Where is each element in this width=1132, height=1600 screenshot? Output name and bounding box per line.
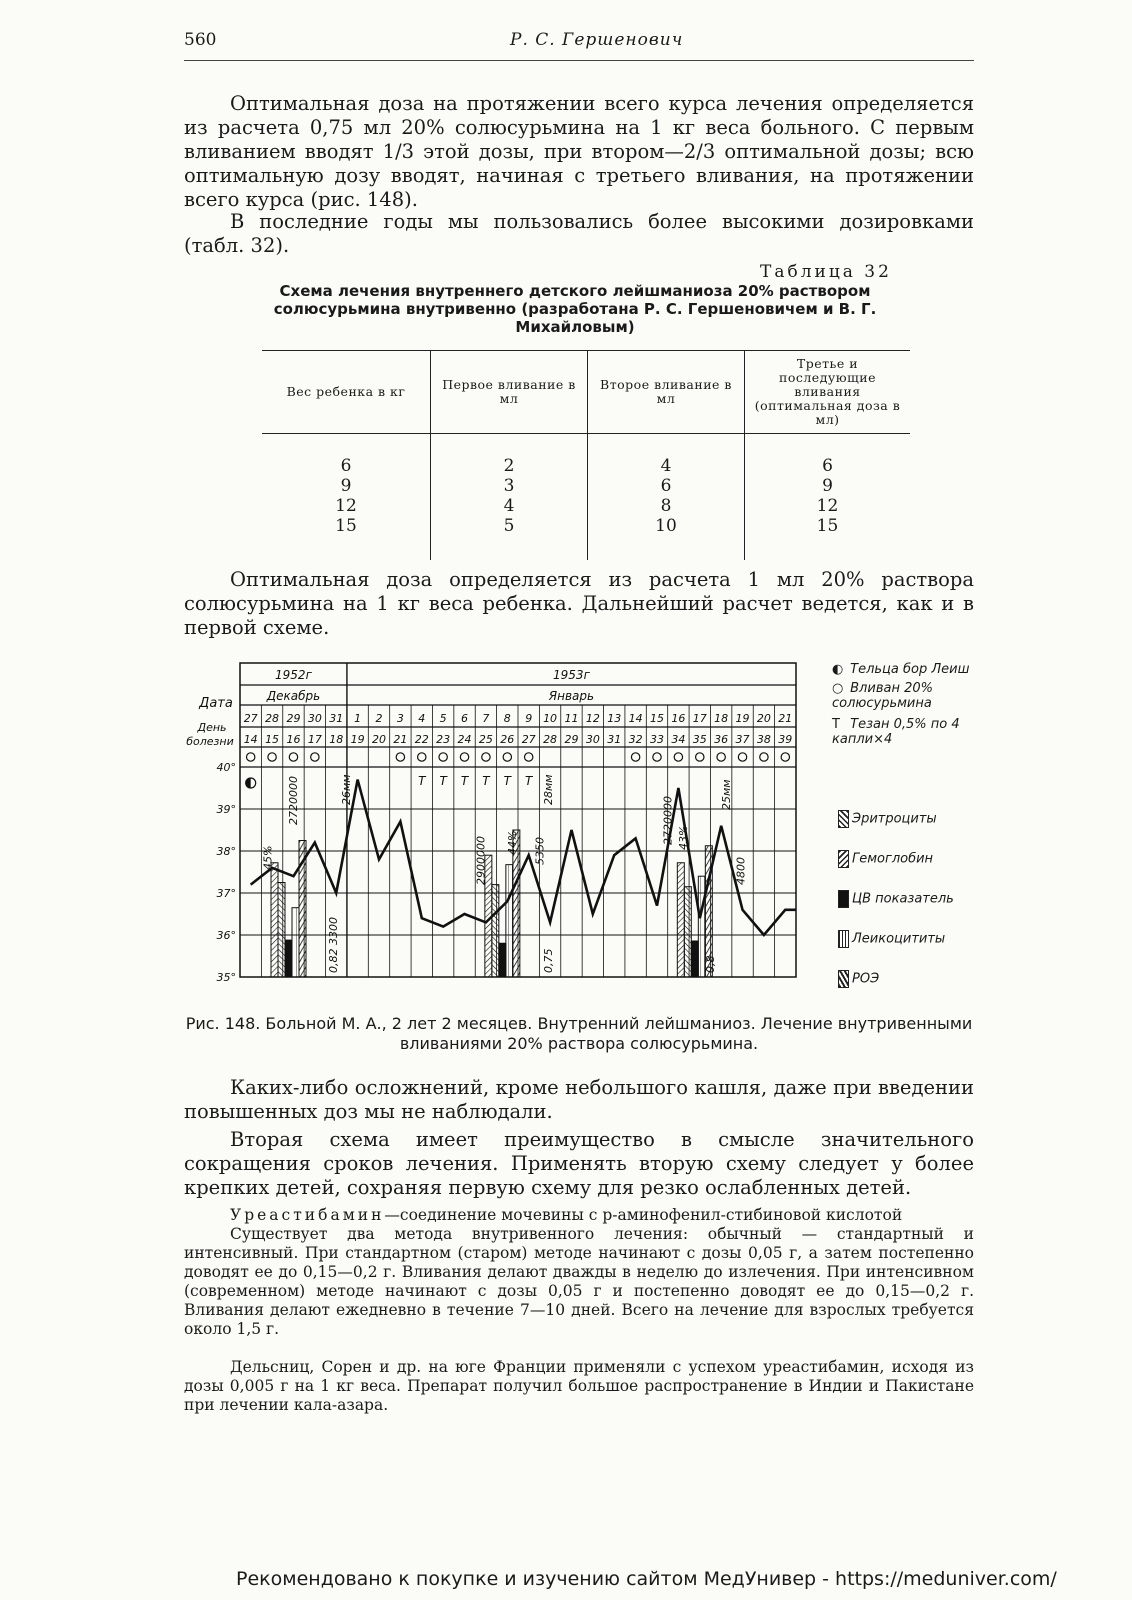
running-header-author: Р. С. Гершенович	[510, 30, 684, 50]
date-tick-label: 19	[735, 712, 750, 725]
bar-value-label: 3300	[326, 917, 340, 945]
date-tick-label: 28	[265, 712, 280, 725]
paragraph-optimal-dose-2: Оптимальная доза определяется из расчета 1 мл 20% раствора солюсурьмина на 1 кг веса ребенка. Дальнейший расчет ведется, как и в первой схеме.	[184, 568, 974, 639]
color-index-bar	[285, 940, 292, 977]
color-index-bar	[691, 941, 698, 977]
infusion-marker	[439, 753, 447, 761]
infusion-marker	[311, 753, 319, 761]
bar-value-label: 28мм	[542, 774, 556, 805]
date-tick-label: 30	[307, 712, 322, 725]
bar-value-label: 0,8	[703, 955, 717, 973]
table-header: Второе вливание в мл	[588, 351, 745, 434]
bar-value-label: 0,75	[542, 948, 556, 973]
month-label: Декабрь	[266, 689, 321, 703]
day-tick-label: 19	[350, 733, 365, 746]
tesan-marker: T	[439, 774, 447, 788]
table-header: Вес ребенка в кг	[262, 351, 431, 434]
header-rule	[184, 60, 974, 61]
day-tick-label: 24	[457, 733, 472, 746]
day-tick-label: 32	[628, 733, 643, 746]
paragraph-complications: Каких-либо осложнений, кроме небольшого кашля, даже при введении повышенных доз мы не наблюдали.	[184, 1076, 974, 1123]
hemoglobin-bar	[684, 887, 691, 977]
legend-color-index: ЦВ показатель	[838, 890, 978, 908]
bar-value-label: 44%	[506, 830, 519, 855]
figure-caption: Рис. 148. Больной М. А., 2 лет 2 месяцев. Внутренний лейшманиоз. Лечение внутривенными вливаниями 20% раствора солюсурьмина.	[185, 1014, 973, 1053]
date-tick-label: 31	[329, 712, 344, 725]
legend-leukocytes: Леикоцититы	[838, 930, 978, 948]
day-tick-label: 36	[714, 733, 729, 746]
date-tick-label: 3	[396, 712, 404, 725]
date-tick-label: 9	[525, 712, 533, 725]
day-tick-label: 22	[414, 733, 429, 746]
bar-value-label: 5350	[533, 837, 547, 865]
day-tick-label: 17	[307, 733, 322, 746]
date-tick-label: 11	[564, 712, 579, 725]
leukocytes-bar	[506, 865, 513, 977]
day-tick-label: 21	[393, 733, 408, 746]
bar-value-label: 43%	[677, 825, 691, 850]
tesan-marker: T	[503, 774, 511, 788]
day-tick-label: 14	[243, 733, 258, 746]
legend-esr: РОЭ	[838, 970, 978, 988]
day-tick-label: 16	[286, 733, 301, 746]
table-column-second: 4 6 8 10	[588, 434, 745, 561]
date-tick-label: 7	[482, 712, 490, 725]
date-tick-label: 1	[354, 712, 362, 725]
bar-value-label: 4800	[734, 857, 748, 885]
temp-tick-label: 38°	[216, 845, 236, 858]
infusion-marker	[760, 753, 768, 761]
date-tick-label: 10	[543, 712, 558, 725]
tesan-marker: T	[460, 774, 469, 788]
tesan-marker: T	[525, 774, 533, 788]
infusion-marker	[268, 753, 276, 761]
date-tick-label: 20	[756, 712, 771, 725]
infusion-marker	[781, 753, 789, 761]
leukocytes-bar	[292, 908, 299, 977]
day-tick-label: 23	[436, 733, 451, 746]
row-label-day: День	[197, 721, 227, 734]
hemoglobin-bar	[278, 883, 285, 978]
hatch-swatch-icon	[838, 850, 849, 868]
infusion-marker	[631, 753, 639, 761]
temperature-curve	[251, 780, 796, 935]
temp-tick-label: 35°	[216, 971, 236, 984]
infusion-marker	[653, 753, 661, 761]
infusion-marker	[482, 753, 490, 761]
temp-tick-label: 39°	[216, 803, 236, 816]
day-tick-label: 15	[265, 733, 280, 746]
day-tick-label: 29	[564, 733, 579, 746]
date-tick-label: 13	[607, 712, 622, 725]
date-tick-label: 21	[778, 712, 793, 725]
temp-tick-label: 37°	[216, 887, 236, 900]
color-index-bar	[499, 943, 506, 977]
erythrocytes-bar	[271, 863, 278, 977]
date-tick-label: 12	[585, 712, 600, 725]
year-label: 1952г	[275, 668, 312, 682]
legend-hemoglobin: Гемоглобин	[838, 850, 978, 868]
date-tick-label: 2	[375, 712, 383, 725]
bar-value-label: 2720000	[661, 796, 675, 845]
hatch-swatch-icon	[838, 970, 849, 988]
row-label-day: болезни	[186, 735, 234, 748]
half-circle-icon: ◐	[832, 662, 844, 677]
day-tick-label: 26	[500, 733, 515, 746]
bar-value-label: 2900000	[474, 836, 488, 885]
day-tick-label: 33	[650, 733, 664, 746]
date-tick-label: 29	[286, 712, 301, 725]
paragraph-second-scheme: Вторая схема имеет преимущество в смысле значительного сокращения сроков лечения. Применять вторую схему следует у более крепких детей, сохраняя первую схему для резко ослабленных детей.	[184, 1128, 974, 1199]
footer-recommendation: Рекомендовано к покупке и изучению сайтом МедУнивер - https://meduniver.com/	[236, 1568, 1057, 1590]
date-tick-label: 15	[650, 712, 664, 725]
infusion-marker	[289, 753, 297, 761]
infusion-marker	[738, 753, 746, 761]
page-number: 560	[184, 30, 217, 50]
day-tick-label: 28	[543, 733, 558, 746]
paragraph-ureastibamin: Уреастибамин—соединение мочевины с р-аминофенил-стибиновой кислотой	[230, 1206, 903, 1224]
day-tick-label: 25	[478, 733, 493, 746]
table-header: Третье и последующие вливания (оптимальная доза в мл)	[745, 351, 911, 434]
table-title: Схема лечения внутреннего детского лейшманиоза 20% раствором солюсурьмина внутривенно (разработана Р. С. Гершеновичем и В. Г. Михайловым)	[273, 282, 877, 336]
infusion-marker	[696, 753, 704, 761]
date-tick-label: 8	[503, 712, 511, 725]
legend-tesan: T Тезан 0,5% по 4 капли×4	[832, 717, 960, 747]
infusion-marker	[418, 753, 426, 761]
date-tick-label: 6	[461, 712, 469, 725]
bar-value-label: 45%	[261, 845, 275, 870]
infusion-marker	[246, 753, 254, 761]
bar-value-label: 26мм	[340, 774, 354, 805]
paragraph-optimal-dose: Оптимальная доза на протяжении всего курса лечения определяется из расчета 0,75 мл 20% солюсурьмина на 1 кг веса больного. С первым вливанием вводят 1/3 этой дозы, при втором—2/3 оптимальной дозы; всю оптимальную дозу вводят, начиная с третьего вливания, на протяжении всего курса (рис. 148).	[184, 92, 974, 211]
paragraph-methods: Существует два метода внутривенного лечения: обычный — стандартный и интенсивный. При стандартном (старом) методе начинают с дозы 0,05 г, а затем постепенно доводят ее до 0,15—0,2 г. Вливания делают дважды в неделю до излечения. При интенсивном (современном) методе начинают с дозы 0,05 г и постепенно доводят ее до 0,15—0,2 г. Вливания делают ежедневно в течение 7—10 дней. Всего на лечение для взрослых требуется около 1,5 г.	[184, 1225, 974, 1338]
date-tick-label: 27	[243, 712, 258, 725]
infusion-marker	[503, 753, 511, 761]
legend-bars	[838, 810, 978, 988]
date-tick-label: 16	[671, 712, 686, 725]
solid-swatch-icon	[838, 890, 849, 908]
infusion-marker	[396, 753, 404, 761]
bar-value-label: 2720000	[286, 776, 300, 825]
bar-value-label: 0,82	[326, 948, 340, 973]
hemoglobin-bar	[492, 885, 499, 977]
date-tick-label: 17	[692, 712, 707, 725]
table-number: Таблица 32	[760, 262, 892, 282]
hatch-swatch-icon	[838, 930, 849, 948]
day-tick-label: 20	[372, 733, 386, 746]
legend-bodies: ◐ Тельца бор Леиш	[832, 662, 970, 677]
day-tick-label: 35	[692, 733, 707, 746]
bar-value-label: 25мм	[719, 779, 733, 810]
date-tick-label: 18	[714, 712, 729, 725]
date-tick-label: 4	[418, 712, 426, 725]
table-column-first: 2 3 4 5	[431, 434, 588, 561]
dose-table	[262, 350, 910, 560]
t-mark-icon: T	[832, 717, 840, 732]
paragraph-high-doses: В последние годы мы пользовались более высокими дозировками (табл. 32).	[184, 210, 974, 257]
table-column-weight: 6 9 12 15	[335, 456, 357, 536]
day-tick-label: 34	[671, 733, 686, 746]
legend-erythrocytes: Эритроциты	[838, 810, 978, 828]
day-tick-label: 31	[607, 733, 622, 746]
tesan-marker: T	[482, 774, 490, 788]
infusion-marker	[460, 753, 468, 761]
legend-infusion: ○ Вливан 20% солюсурьмина	[832, 681, 933, 711]
date-tick-label: 5	[439, 712, 447, 725]
month-label: Январь	[548, 689, 595, 703]
infusion-marker	[717, 753, 725, 761]
legend-symbols	[832, 662, 972, 747]
infusion-marker	[524, 753, 532, 761]
row-label-date: Дата	[199, 696, 233, 711]
day-tick-label: 38	[756, 733, 771, 746]
temperature-chart	[176, 655, 816, 995]
temp-tick-label: 40°	[216, 761, 236, 774]
infusion-marker	[674, 753, 682, 761]
table-column-third: 6 9 12 15	[745, 434, 911, 561]
circle-icon: ○	[832, 681, 844, 696]
day-tick-label: 27	[521, 733, 536, 746]
hatch-swatch-icon	[838, 810, 849, 828]
day-tick-label: 18	[329, 733, 344, 746]
date-tick-label: 14	[628, 712, 643, 725]
tesan-marker: T	[418, 774, 426, 788]
paragraph-delsnitz: Дельсниц, Сорен и др. на юге Франции применяли с успехом уреастибамин, исходя из дозы 0,005 г на 1 кг веса. Препарат получил большое распространение в Индии и Пакистане при лечении кала-азара.	[184, 1358, 974, 1414]
year-label: 1953г	[553, 668, 590, 682]
table-header: Первое вливание в мл	[431, 351, 588, 434]
day-tick-label: 37	[735, 733, 750, 746]
erythrocytes-bar	[677, 863, 684, 977]
temp-tick-label: 36°	[216, 929, 236, 942]
day-tick-label: 30	[585, 733, 600, 746]
day-tick-label: 39	[778, 733, 793, 746]
